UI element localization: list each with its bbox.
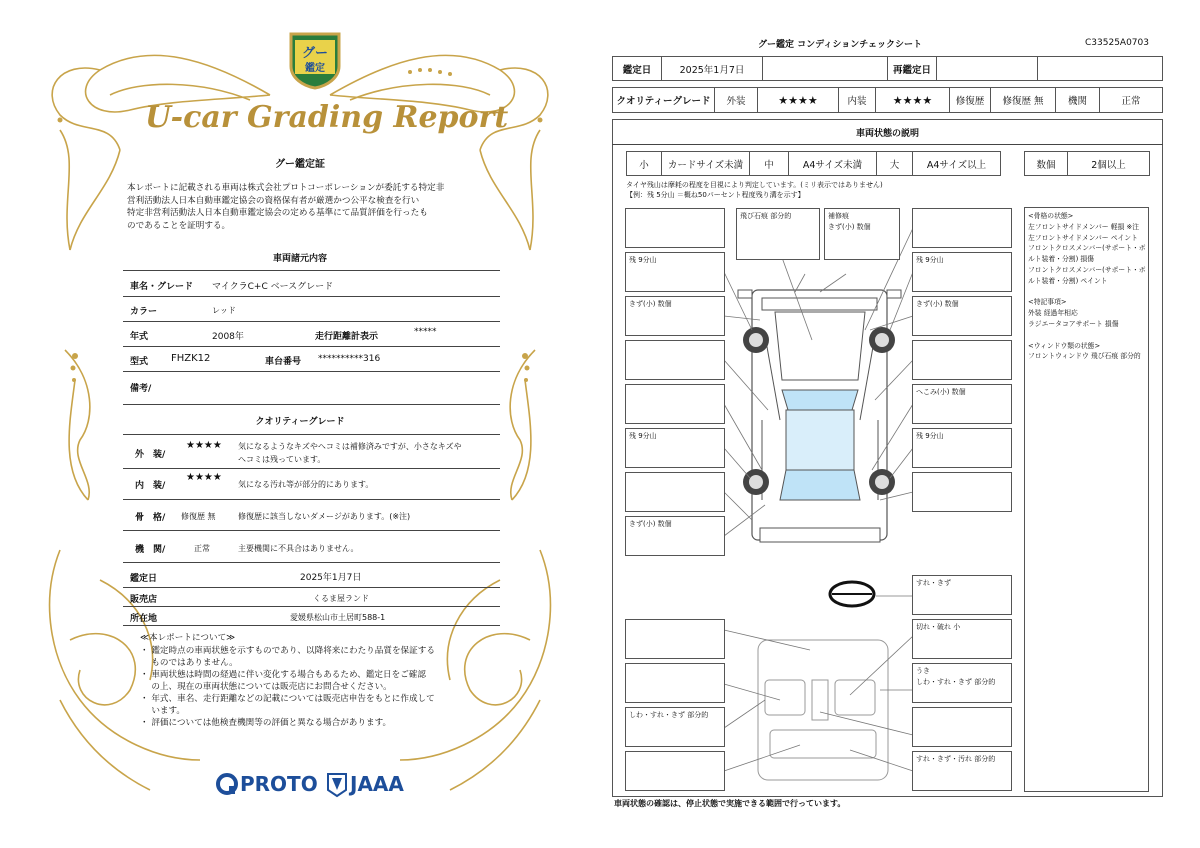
cert-line: のであることを証明する。 — [127, 220, 231, 231]
side-note-line: フロントクロスメンバー(サポート・ボ — [1028, 244, 1146, 253]
dealer-value: くるま屋ランド — [313, 594, 369, 603]
note-line: の上、現在の車両状態については販売店にお問合せください。 — [140, 682, 392, 692]
side-note-line — [1028, 287, 1145, 298]
side-note-line — [1028, 330, 1145, 341]
certificate-body — [127, 182, 444, 232]
repair-history-value: 修復歴 無 — [990, 87, 1056, 113]
model-label: 型式 — [130, 357, 149, 367]
frame-label: 骨 格/ — [135, 513, 166, 523]
spec-section-title: 車両諸元内容 — [272, 254, 327, 264]
interior-label: 内装 — [838, 87, 876, 113]
note-line: ・ 年式、車名、走行距離などの記載については販売店申告をもとに作成して — [140, 694, 435, 704]
repair-mark-text: 補修痕 — [828, 212, 849, 220]
year-label: 年式 — [130, 332, 149, 342]
condition-box-interior-left: しわ・すれ・きず 部分的 — [625, 707, 725, 747]
exterior-desc-2: ヘコミは残っています。 — [238, 455, 326, 464]
condition-box-steering: すれ・きず — [912, 575, 1012, 615]
float-text: うき — [916, 667, 930, 675]
address-label: 所在地 — [130, 614, 158, 624]
note-line: ・ 評価については他検査機関等の評価と異なる場合があります。 — [140, 718, 392, 728]
report-script-title: U-car Grading Report — [145, 100, 509, 135]
note-line: ・ 車両状態は時間の経過に伴い変化する場合もあるため、鑑定日をご確認 — [140, 670, 426, 680]
legend-large: 大 — [876, 151, 913, 176]
divider — [123, 371, 500, 372]
condition-box-empty — [912, 707, 1012, 747]
condition-box-right-rear-tire: 残 9分山 — [912, 428, 1012, 468]
model-value: FHZK12 — [171, 353, 211, 364]
interior-stars: ★★★★ — [875, 87, 950, 113]
condition-box-empty — [625, 472, 725, 512]
jaaa-logo-icon — [326, 770, 348, 798]
side-note-line: ラジエータコアサポート 損傷 — [1028, 319, 1119, 328]
chassis-value: **********316 — [318, 354, 381, 364]
grade-section-title: クオリティーグレード — [255, 417, 345, 427]
condition-box-left-scratch-2: きず(小) 数個 — [625, 516, 725, 556]
divider — [123, 587, 500, 588]
side-note-line: ルト装着・分割) 損傷 — [1028, 255, 1094, 264]
exterior-desc-1: 気になるようなキズやヘコミは補修済みですが、小さなキズや — [238, 442, 462, 451]
legend-count-desc: 2個以上 — [1067, 151, 1150, 176]
engine-value: 正常 — [1099, 87, 1163, 113]
legend-mid: 中 — [749, 151, 789, 176]
note-line: ・ 鑑定時点の車両状態を示すものであり、以降将来にわたり品質を保証する — [140, 646, 435, 656]
frame-value: 修復歴 無 — [181, 512, 216, 521]
certificate-title: グー鑑定証 — [275, 159, 325, 170]
condition-box-rear-seat: すれ・きず・汚れ 部分的 — [912, 751, 1012, 791]
year-value: 2008年 — [212, 332, 244, 342]
note-line: ものではありません。 — [140, 658, 238, 668]
proto-logo-text: PROTO — [240, 772, 318, 796]
repair-history-label: 修復歴 — [949, 87, 991, 113]
engine-label: 機 関/ — [135, 545, 166, 555]
repair-scratch-text: きず(小) 数個 — [828, 223, 871, 231]
side-note-line: フロントウィンドウ 飛び石痕 部分的 — [1028, 352, 1141, 361]
condition-box-empty — [912, 340, 1012, 380]
legend-small-desc: カードサイズ未満 — [661, 151, 750, 176]
legend-mid-desc: A4サイズ未満 — [788, 151, 877, 176]
inspection-date-value: 2025年1月7日 — [300, 573, 362, 583]
exterior-label: 外装 — [714, 87, 758, 113]
notes-title: ≪本レポートについて≫ — [140, 633, 236, 643]
condition-box-empty — [912, 472, 1012, 512]
cert-line: 特定非営利活動法人日本自動車鑑定協会の定める基準にて品質評価を行ったも — [127, 208, 428, 218]
document-id: C33525A0703 — [1085, 38, 1149, 48]
side-note-line: <特記事項> — [1028, 298, 1067, 307]
condition-box-right-scratch: きず(小) 数個 — [912, 296, 1012, 336]
proto-logo-icon — [215, 772, 239, 796]
quality-grade-label: クオリティーグレード — [612, 87, 715, 113]
interior-desc: 気になる汚れ等が部分的にあります。 — [238, 480, 374, 489]
condition-box-right-front-tire: 残 9分山 — [912, 252, 1012, 292]
side-note-line: 左フロントサイドメンバー 軽損 ※注 — [1028, 222, 1139, 231]
divider — [123, 270, 500, 271]
condition-box-left-front-tire: 残 9分山 — [625, 252, 725, 292]
condition-box-empty — [625, 340, 725, 380]
side-note-line: <骨格の状態> — [1028, 212, 1074, 220]
notes-list — [140, 645, 435, 729]
logo-text-goo: グー — [301, 46, 328, 61]
exterior-stars: ★★★★ — [186, 440, 222, 451]
cert-line: 本レポートに記載される車両は株式会社プロトコーポレーションが委託する特定非 — [127, 183, 445, 193]
condition-box-front-repair — [824, 208, 900, 260]
condition-box-dash — [912, 663, 1012, 703]
legend-count: 数個 — [1024, 151, 1068, 176]
condition-box-empty — [625, 384, 725, 424]
section-title: 車両状態の説明 — [855, 129, 919, 139]
exterior-label: 外 装/ — [135, 450, 166, 460]
condition-box-left-scratch-1: きず(小) 数個 — [625, 296, 725, 336]
inspection-date-label: 鑑定日 — [130, 574, 158, 584]
sheet-footer-note: 車両状態の確認は、停止状態で実施できる範囲で行っています。 — [614, 799, 846, 808]
divider — [123, 468, 500, 469]
vehicle-name-label: 車名・グレード — [130, 282, 194, 292]
mileage-label: 走行距離計表示 — [315, 332, 379, 342]
logo-text-kantei: 鑑定 — [305, 63, 325, 74]
dealer-label: 販売店 — [130, 595, 158, 605]
divider — [123, 562, 500, 563]
address-value: 愛媛県松山市土居町588-1 — [290, 613, 386, 622]
condition-box-empty — [625, 619, 725, 659]
side-note-line: フロントクロスメンバー(サポート・ボ — [1028, 265, 1146, 274]
divider — [123, 296, 500, 297]
condition-box-empty — [625, 663, 725, 703]
mileage-value: ***** — [414, 327, 437, 337]
goo-kantei-logo — [287, 30, 343, 90]
divider — [123, 346, 500, 347]
engine-value: 正常 — [194, 544, 210, 553]
condition-box-front-chip: 飛び石痕 部分的 — [736, 208, 820, 260]
side-note-line: <ウィンドウ類の状態> — [1028, 341, 1101, 350]
condition-box-seat-cut: 切れ・破れ 小 — [912, 619, 1012, 659]
inspection-date-value: 2025年1月7日 — [661, 56, 763, 81]
tire-note-1: タイヤ残山は摩耗の程度を目視により判定しています。(ミリ表示ではありません) — [626, 181, 883, 189]
legend-large-desc: A4サイズ以上 — [912, 151, 1001, 176]
divider — [123, 499, 500, 500]
cert-line: 営利活動法人日本自動車鑑定協会の資格保有者が厳選かつ公平な検査を行い — [127, 195, 420, 206]
interior-stars: ★★★★ — [186, 472, 222, 483]
condition-box-empty — [625, 751, 725, 791]
note-label: 備考/ — [130, 384, 152, 394]
jaaa-logo-text: JAAA — [350, 772, 404, 796]
frame-desc: 修復歴に該当しないダメージがあります。(※注) — [238, 512, 411, 521]
divider — [123, 625, 500, 626]
inspection-date-label: 鑑定日 — [612, 56, 662, 81]
condition-box-empty — [912, 208, 1012, 248]
exterior-stars: ★★★★ — [757, 87, 839, 113]
divider — [123, 530, 500, 531]
condition-box-right-dent: へこみ(小) 数個 — [912, 384, 1012, 424]
divider — [123, 321, 500, 322]
condition-check-sheet — [600, 0, 1200, 848]
reinspection-date-label: 再鑑定日 — [887, 56, 937, 81]
legend-small: 小 — [626, 151, 662, 176]
side-notes-panel — [1024, 207, 1149, 792]
engine-desc: 主要機関に不具合はありません。 — [238, 544, 359, 553]
tire-note-2: 【例：残 5分山 ＝概ね50パーセント程度残り溝を示す】 — [626, 191, 805, 199]
color-label: カラー — [130, 307, 158, 317]
condition-box-empty — [625, 208, 725, 248]
sheet-title: グー鑑定 コンディションチェックシート — [758, 40, 922, 50]
side-note-line: 外装 経過年相応 — [1028, 309, 1078, 318]
note-line: います。 — [140, 706, 186, 716]
divider — [123, 606, 500, 607]
side-note-line: ルト装着・分割) ペイント — [1028, 276, 1108, 285]
engine-label: 機関 — [1055, 87, 1100, 113]
divider — [123, 404, 500, 405]
condition-box-left-rear-tire: 残 9分山 — [625, 428, 725, 468]
side-note-line: 左フロントサイドメンバー ペイント — [1028, 233, 1138, 242]
wrinkle-text: しわ・すれ・きず 部分的 — [916, 678, 996, 686]
vehicle-name-value: マイクラC+C ベースグレード — [212, 282, 334, 292]
chassis-label: 車台番号 — [265, 357, 302, 367]
interior-label: 内 装/ — [135, 481, 166, 491]
divider — [123, 434, 500, 435]
color-value: レッド — [212, 306, 236, 315]
